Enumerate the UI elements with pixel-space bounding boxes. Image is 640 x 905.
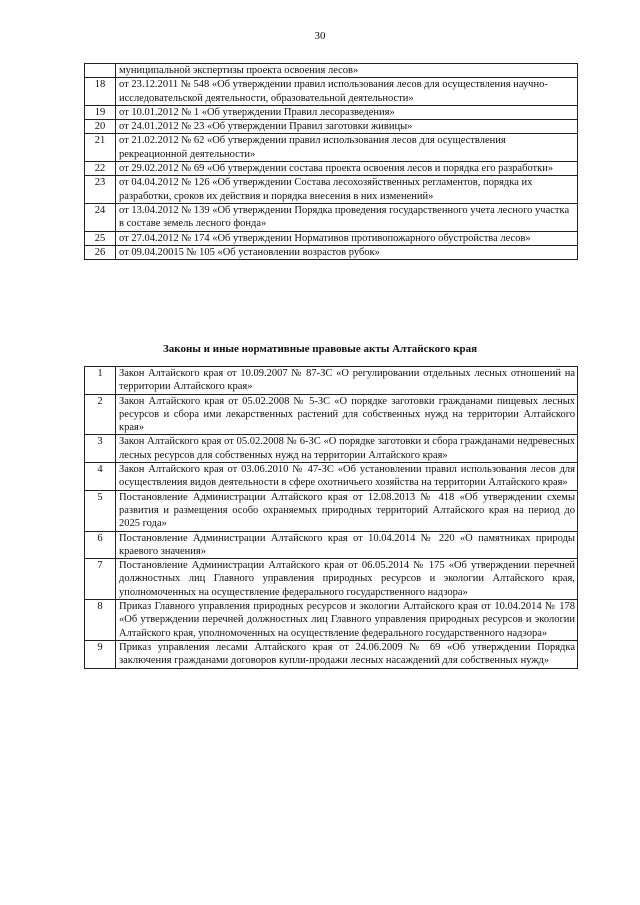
act-title: Закон Алтайского края от 05.02.2008 № 6-ЗС «О порядке заготовки и сбора гражданами недревесных лесных ресурсов для собственных нужд на территории Алтайского края» (116, 435, 578, 463)
row-number (85, 64, 116, 78)
act-title: от 23.12.2011 № 548 «Об утверждении правил использования лесов для осуществления научно-исследовательской деятельности, образовательной деятельности» (116, 78, 578, 106)
table-row (85, 490, 578, 531)
act-title: Закон Алтайского края от 05.02.2008 № 5-ЗС «О порядке заготовки гражданами пищевых лесных ресурсов и сбора ими лекарственных растений для собственных нужд на территории Алтайского края» (116, 394, 578, 435)
table-row (85, 245, 578, 259)
act-title: Закон Алтайского края от 10.09.2007 № 87-ЗС «О регулировании отдельных лесных отношений на территории Алтайского края» (116, 367, 578, 395)
row-number: 9 (85, 640, 116, 668)
row-number: 2 (85, 394, 116, 435)
row-number: 6 (85, 531, 116, 559)
table-row (85, 78, 578, 106)
act-title: Закон Алтайского края от 03.06.2010 № 47-ЗС «Об установлении правил использования лесов для осуществления видов деятельности в сфере охотничьего хозяйства на территории Алтайского края» (116, 463, 578, 491)
table-row (85, 600, 578, 641)
table-row (85, 120, 578, 134)
table-row (85, 162, 578, 176)
act-title: от 24.01.2012 № 23 «Об утверждении Правил заготовки живицы» (116, 120, 578, 134)
act-title: Приказ управления лесами Алтайского края от 24.06.2009 № 69 «Об утверждении Порядка заключения гражданами договоров купли-продажи лесных насаждений для собственных нужд» (116, 640, 578, 668)
row-number: 24 (85, 203, 116, 231)
table-row (85, 176, 578, 204)
table-row (85, 367, 578, 395)
row-number: 26 (85, 245, 116, 259)
act-title: от 09.04.20015 № 105 «Об установлении возрастов рубок» (116, 245, 578, 259)
act-title: от 13.04.2012 № 139 «Об утверждении Порядка проведения государственного учета лесного участка в составе земель лесного фонда» (116, 203, 578, 231)
table-row (85, 531, 578, 559)
act-title: от 21.02.2012 № 62 «Об утверждении правил использования лесов для осуществления рекреационной деятельности» (116, 134, 578, 162)
act-title: от 04.04.2012 № 126 «Об утверждении Состава лесохозяйственных регламентов, порядка их разработки, сроков их действия и порядка внесения в них изменений» (116, 176, 578, 204)
act-title: Приказ Главного управления природных ресурсов и экологии Алтайского края от 10.04.2014 № 178 «Об утверждении перечней должностных лиц Главного управления природных ресурсов и экологии Алтайского края, уполномоченных на осуществление федерального государственного надзора» (116, 600, 578, 641)
row-number: 18 (85, 78, 116, 106)
row-number: 5 (85, 490, 116, 531)
table-row (85, 394, 578, 435)
table-row (85, 105, 578, 119)
row-number: 21 (85, 134, 116, 162)
row-number: 3 (85, 435, 116, 463)
act-title: муниципальной экспертизы проекта освоения лесов» (116, 64, 578, 78)
row-number: 22 (85, 162, 116, 176)
federal-acts-table (84, 63, 578, 260)
act-title: Постановление Администрации Алтайского края от 10.04.2014 № 220 «О памятниках природы краевого значения» (116, 531, 578, 559)
act-title: от 27.04.2012 № 174 «Об утверждении Нормативов противопожарного обустройства лесов» (116, 231, 578, 245)
table-row (85, 435, 578, 463)
table-row (85, 231, 578, 245)
section-title: Законы и иные нормативные правовые акты Алтайского края (162, 343, 478, 355)
table-row (85, 640, 578, 668)
table-row (85, 463, 578, 491)
act-title: Постановление Администрации Алтайского края от 12.08.2013 № 418 «Об утверждении схемы развития и размещения особо охраняемых природных территорий Алтайского края на период до 2025 года» (116, 490, 578, 531)
table-row (85, 64, 578, 78)
act-title: от 10.01.2012 № 1 «Об утверждении Правил лесоразведения» (116, 105, 578, 119)
regional-acts-table (84, 366, 578, 669)
row-number: 8 (85, 600, 116, 641)
act-title: Постановление Администрации Алтайского края от 06.05.2014 № 175 «Об утверждении перечней должностных лиц Главного управления природных ресурсов и экологии Алтайского края, уполномоченных на осуществление федерального государственного надзора» (116, 559, 578, 600)
row-number: 1 (85, 367, 116, 395)
row-number: 20 (85, 120, 116, 134)
table-row (85, 134, 578, 162)
row-number: 7 (85, 559, 116, 600)
page-number: 30 (314, 30, 326, 42)
row-number: 4 (85, 463, 116, 491)
row-number: 19 (85, 105, 116, 119)
row-number: 25 (85, 231, 116, 245)
table-row (85, 203, 578, 231)
act-title: от 29.02.2012 № 69 «Об утверждении состава проекта освоения лесов и порядка его разработки» (116, 162, 578, 176)
row-number: 23 (85, 176, 116, 204)
table-row (85, 559, 578, 600)
